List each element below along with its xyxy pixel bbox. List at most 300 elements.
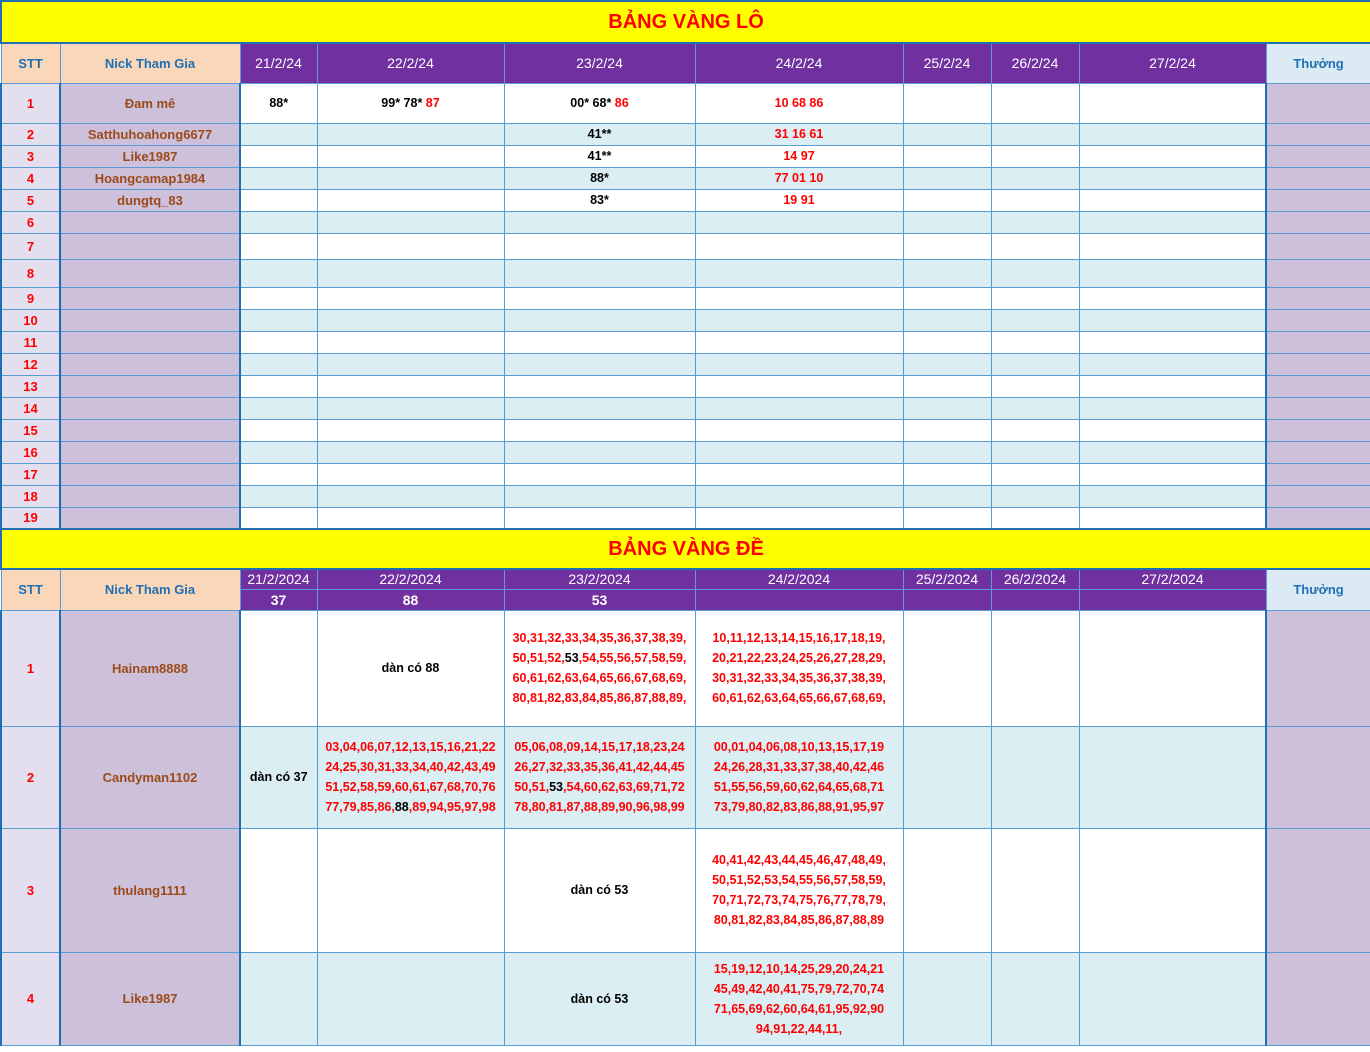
day-cell [991,211,1079,233]
row-number: 14 [1,397,60,419]
day-cell [317,485,504,507]
result-number [695,589,903,610]
day-cell [903,375,991,397]
day-cell [504,331,695,353]
row-number: 1 [1,83,60,123]
thuong-cell [1266,233,1370,259]
table-row [1,145,1370,167]
cell-text: 10,11,12,13,14,15,16,17,18,19, [712,631,886,645]
day-cell [695,610,903,726]
day-cell [1079,441,1266,463]
cell-text: 60,61,62,63,64,65,66,67,68,69, [512,671,687,685]
thuong-cell [1266,419,1370,441]
day-cell [240,485,317,507]
day-cell [317,309,504,331]
day-cell [317,287,504,309]
day-cell [504,397,695,419]
day-cell [991,167,1079,189]
day-cell [504,309,695,331]
day-cell [903,463,991,485]
date-header: 22/2/2024 [317,569,504,589]
table-row [1,485,1370,507]
cell-text: 88 [394,800,409,814]
day-cell [1079,83,1266,123]
date-header: 23/2/2024 [504,569,695,589]
day-cell [991,463,1079,485]
day-cell [903,83,991,123]
cell-text: 77 01 10 [774,171,824,185]
day-cell [991,952,1079,1045]
date-header: 27/2/24 [1079,43,1266,83]
day-cell [695,507,903,529]
date-header: 24/2/24 [695,43,903,83]
day-cell [1079,309,1266,331]
thuong-cell [1266,463,1370,485]
day-cell [991,189,1079,211]
day-cell [991,828,1079,952]
lo-title: BẢNG VÀNG LÔ [1,1,1370,43]
day-cell [504,145,695,167]
table-row [1,233,1370,259]
thuong-cell [1266,610,1370,726]
day-cell [504,441,695,463]
table-row [1,287,1370,309]
day-cell [991,331,1079,353]
date-header: 23/2/24 [504,43,695,83]
row-number: 4 [1,952,60,1045]
row-number: 11 [1,331,60,353]
result-number [991,589,1079,610]
table-row [1,419,1370,441]
day-cell [695,726,903,828]
day-cell [991,309,1079,331]
result-number [1079,589,1266,610]
cell-text: 10 68 86 [774,96,824,110]
cell-text: 53 [549,780,564,794]
day-cell [317,952,504,1045]
cell-text: dàn có 53 [570,883,629,897]
day-cell [240,331,317,353]
day-cell [695,83,903,123]
table-row [1,397,1370,419]
day-cell [903,397,991,419]
day-cell [991,233,1079,259]
cell-text: 87 [425,96,440,110]
day-cell [695,145,903,167]
table-row [1,375,1370,397]
stt-header: STT [1,43,60,83]
day-cell [903,233,991,259]
cell-text: 71,65,69,62,60,64,61,95,92,90 [713,1001,885,1016]
day-cell [1079,189,1266,211]
cell-text: 86 [614,96,629,110]
thuong-header: Thưởng [1266,569,1370,610]
day-cell [240,463,317,485]
day-cell [240,952,317,1045]
day-cell [695,167,903,189]
nick-name [60,463,240,485]
day-cell [903,726,991,828]
row-number: 3 [1,828,60,952]
table-row [1,952,1370,1045]
date-header: 21/2/2024 [240,569,317,589]
table-row [1,610,1370,726]
table-row [1,331,1370,353]
day-cell [317,211,504,233]
thuong-cell [1266,167,1370,189]
cell-text: 41** [587,127,612,141]
day-cell [317,167,504,189]
day-cell [991,123,1079,145]
day-cell [991,485,1079,507]
table-row [1,123,1370,145]
day-cell [240,145,317,167]
day-cell [504,507,695,529]
cell-text: 31 16 61 [774,127,824,141]
cell-text: 05,06,08,09,14,15,17,18,23,24 [514,740,685,754]
day-cell [317,233,504,259]
day-cell [903,441,991,463]
day-cell [1079,726,1266,828]
day-cell [1079,463,1266,485]
cell-text: 50,51,52, [512,651,565,665]
day-cell [695,287,903,309]
nick-name [60,233,240,259]
day-cell [504,726,695,828]
day-cell [1079,828,1266,952]
cell-text: ,54,60,62,63,69,71,72 [563,780,685,794]
day-cell [991,419,1079,441]
day-cell [1079,610,1266,726]
day-cell [317,726,504,828]
day-cell [695,952,903,1045]
day-cell [240,287,317,309]
day-cell [1079,145,1266,167]
day-cell [317,375,504,397]
date-header: 25/2/2024 [903,569,991,589]
day-cell [991,441,1079,463]
day-cell [240,259,317,287]
thuong-cell [1266,145,1370,167]
row-number: 5 [1,189,60,211]
day-cell [1079,123,1266,145]
nick-name [60,419,240,441]
day-cell [317,259,504,287]
table-row [1,259,1370,287]
day-cell [991,353,1079,375]
day-cell [903,309,991,331]
day-cell [1079,259,1266,287]
day-cell [504,419,695,441]
row-number: 9 [1,287,60,309]
day-cell [240,83,317,123]
day-cell [504,828,695,952]
cell-text: 73,79,80,82,83,86,88,91,95,97 [713,800,885,814]
row-number: 10 [1,309,60,331]
day-cell [504,167,695,189]
row-number: 16 [1,441,60,463]
row-number: 17 [1,463,60,485]
day-cell [317,610,504,726]
cell-text: 88* [590,171,609,185]
day-cell [903,419,991,441]
date-header: 22/2/24 [317,43,504,83]
cell-text: ,54,55,56,57,58,59, [578,651,687,665]
cell-text: 50,51, [514,780,550,794]
nick-name: Satthuhoahong6677 [60,123,240,145]
thuong-header: Thưởng [1266,43,1370,83]
day-cell [504,123,695,145]
thuong-cell [1266,507,1370,529]
cell-text: 03,04,06,07,12,13,15,16,21,22 [325,740,496,754]
day-cell [240,353,317,375]
nick-name [60,309,240,331]
nick-name: Hainam8888 [60,610,240,726]
row-number: 15 [1,419,60,441]
day-cell [240,167,317,189]
day-cell [695,375,903,397]
day-cell [504,353,695,375]
day-cell [317,507,504,529]
day-cell [991,507,1079,529]
day-cell [504,259,695,287]
day-cell [1079,233,1266,259]
day-cell [240,233,317,259]
cell-text: 30,31,32,33,34,35,36,37,38,39, [712,671,886,685]
day-cell [504,189,695,211]
day-cell [991,145,1079,167]
date-header: 27/2/2024 [1079,569,1266,589]
day-cell [317,463,504,485]
day-cell [240,211,317,233]
day-cell [317,331,504,353]
cell-text: 80,81,82,83,84,85,86,87,88,89 [713,913,885,927]
table-row [1,828,1370,952]
table-row [1,309,1370,331]
nick-name: Đam mê [60,83,240,123]
day-cell [504,83,695,123]
day-cell [695,828,903,952]
row-number: 1 [1,610,60,726]
thuong-cell [1266,353,1370,375]
day-cell [695,485,903,507]
cell-text: dàn có 53 [570,991,629,1006]
day-cell [991,726,1079,828]
day-cell [991,259,1079,287]
day-cell [903,485,991,507]
day-cell [317,441,504,463]
cell-text: 14 97 [783,149,815,163]
day-cell [317,353,504,375]
day-cell [240,828,317,952]
day-cell [991,287,1079,309]
nick-name [60,287,240,309]
result-number: 88 [317,589,504,610]
cell-text: ,89,94,95,97,98 [408,800,496,814]
day-cell [504,375,695,397]
row-number: 3 [1,145,60,167]
cell-text: 83* [590,193,609,207]
day-cell [1079,331,1266,353]
cell-text: 60,61,62,63,64,65,66,67,68,69, [712,691,886,705]
day-cell [1079,952,1266,1045]
cell-text: 53 [564,651,579,665]
day-cell [1079,211,1266,233]
cell-text: 45,49,42,40,41,75,79,72,70,74 [713,981,885,996]
nick-name: Like1987 [60,145,240,167]
day-cell [695,211,903,233]
cell-text: 94,91,22,44,11, [755,1021,843,1036]
table-row [1,83,1370,123]
day-cell [695,189,903,211]
day-cell [903,828,991,952]
day-cell [504,610,695,726]
day-cell [903,331,991,353]
thuong-cell [1266,375,1370,397]
day-cell [504,211,695,233]
thuong-cell [1266,259,1370,287]
cell-text: 00,01,04,06,08,10,13,15,17,19 [713,740,885,754]
date-header: 25/2/24 [903,43,991,83]
date-header: 24/2/2024 [695,569,903,589]
day-cell [695,331,903,353]
day-cell [991,83,1079,123]
table-row [1,189,1370,211]
day-cell [317,828,504,952]
nick-name: Hoangcamap1984 [60,167,240,189]
thuong-cell [1266,83,1370,123]
nick-name [60,331,240,353]
table-row [1,507,1370,529]
cell-text: 00* 68* [570,96,615,110]
thuong-cell [1266,309,1370,331]
cell-text: 24,26,28,31,33,37,38,40,42,46 [713,760,885,774]
result-number: 37 [240,589,317,610]
table-row [1,167,1370,189]
day-cell [504,952,695,1045]
nick-name [60,375,240,397]
row-number: 7 [1,233,60,259]
day-cell [504,287,695,309]
cell-text: 80,81,82,83,84,85,86,87,88,89, [512,691,687,705]
date-header: 21/2/24 [240,43,317,83]
day-cell [240,397,317,419]
date-header: 26/2/24 [991,43,1079,83]
de-title: BẢNG VÀNG ĐỀ [1,529,1370,569]
day-cell [240,375,317,397]
cell-text: 20,21,22,23,24,25,26,27,28,29, [712,651,886,665]
row-number: 4 [1,167,60,189]
thuong-cell [1266,211,1370,233]
day-cell [903,167,991,189]
row-number: 8 [1,259,60,287]
nick-name [60,259,240,287]
day-cell [903,610,991,726]
day-cell [903,211,991,233]
nick-name: dungtq_83 [60,189,240,211]
day-cell [991,375,1079,397]
cell-text: 41** [587,149,612,163]
day-cell [240,419,317,441]
day-cell [903,145,991,167]
day-cell [1079,507,1266,529]
result-number [903,589,991,610]
day-cell [1079,167,1266,189]
row-number: 2 [1,726,60,828]
nick-header: Nick Tham Gia [60,569,240,610]
cell-text: 99* 78* [381,96,426,110]
day-cell [317,123,504,145]
row-number: 2 [1,123,60,145]
day-cell [1079,397,1266,419]
cell-text: 70,71,72,73,74,75,76,77,78,79, [712,893,886,907]
cell-text: 40,41,42,43,44,45,46,47,48,49, [712,853,886,867]
cell-text: dàn có 88 [381,661,440,675]
day-cell [1079,485,1266,507]
row-number: 13 [1,375,60,397]
row-number: 6 [1,211,60,233]
cell-text: 77,79,85,86, [325,800,395,814]
thuong-cell [1266,441,1370,463]
row-number: 18 [1,485,60,507]
day-cell [695,123,903,145]
day-cell [903,259,991,287]
day-cell [1079,419,1266,441]
cell-text: 78,80,81,87,88,89,90,96,98,99 [514,800,685,814]
day-cell [991,397,1079,419]
day-cell [504,233,695,259]
table-row [1,463,1370,485]
row-number: 12 [1,353,60,375]
day-cell [240,441,317,463]
day-cell [991,610,1079,726]
day-cell [317,419,504,441]
day-cell [240,123,317,145]
day-cell [695,441,903,463]
row-number: 19 [1,507,60,529]
day-cell [695,309,903,331]
stt-header: STT [1,569,60,610]
nick-name: Like1987 [60,952,240,1045]
cell-text: 50,51,52,53,54,55,56,57,58,59, [712,873,886,887]
day-cell [1079,287,1266,309]
day-cell [317,397,504,419]
cell-text: 88* [269,96,289,110]
day-cell [317,145,504,167]
cell-text: 51,52,58,59,60,61,67,68,70,76 [325,780,496,794]
day-cell [695,397,903,419]
table-row [1,441,1370,463]
day-cell [240,309,317,331]
nick-name [60,485,240,507]
cell-text: 30,31,32,33,34,35,36,37,38,39, [512,631,687,645]
nick-name [60,397,240,419]
thuong-cell [1266,123,1370,145]
thuong-cell [1266,828,1370,952]
day-cell [903,952,991,1045]
table-row [1,726,1370,828]
result-number: 53 [504,589,695,610]
day-cell [695,259,903,287]
thuong-cell [1266,726,1370,828]
day-cell [240,726,317,828]
day-cell [1079,375,1266,397]
cell-text: 15,19,12,10,14,25,29,20,24,21 [713,961,885,976]
nick-name [60,507,240,529]
day-cell [903,353,991,375]
nick-name: Candyman1102 [60,726,240,828]
day-cell [1079,353,1266,375]
